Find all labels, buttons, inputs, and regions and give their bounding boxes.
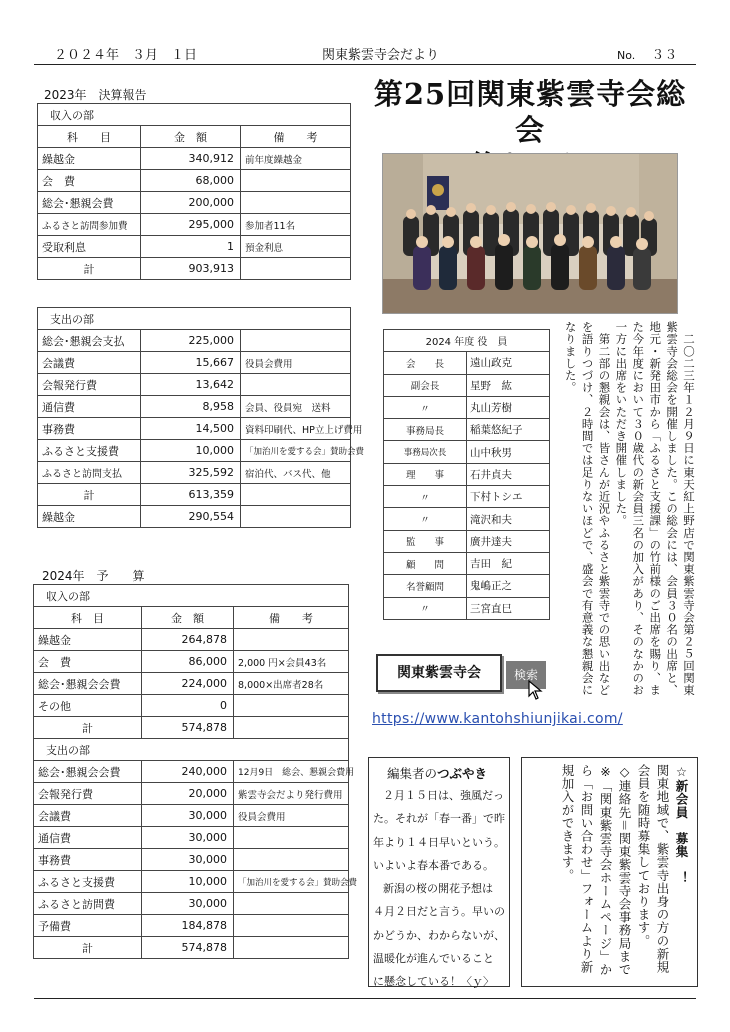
recruit-body: 関東地域で、紫雲寺出身の方の新規会員を随時募集しております。 (636, 764, 670, 974)
name-cell: 遠山政克 (467, 352, 550, 374)
table-row (384, 419, 550, 441)
note-cell: 参加者11名 (241, 214, 351, 236)
carry-amount: 290,554 (141, 506, 241, 528)
item-cell: ふるさと支援費 (38, 440, 141, 462)
item-cell: 受取利息 (38, 236, 141, 258)
amount-cell: 325,592 (141, 462, 241, 484)
amount-cell: 15,667 (141, 352, 241, 374)
amount-cell: 8,958 (141, 396, 241, 418)
table-row (38, 418, 351, 440)
article-paragraph-1: 二〇二三年１２月９日に東天紅上野店で関東紫雲寺会第２５回関東紫雲寺会総会を開催しました。この総会には、会員３０名の出席と、地元・新発田市から「ふるさと支援課」の竹前様のご出席を賜り、また今年度において３０歳代の新会員三名の加入があり、そのなかのお一方に出席をいただき開催しました。 (614, 321, 696, 697)
name-cell: 稲葉悠紀子 (467, 419, 550, 441)
name-cell: 下村トシエ (467, 486, 550, 508)
note-cell: 宿泊代、バス代、他 (241, 462, 351, 484)
note-cell (234, 827, 349, 849)
report-2023-title: 2023年 決算報告 (44, 88, 147, 102)
editor-title-prefix: 編集者の (387, 766, 438, 781)
note-text: 「関東紫雲寺会ホームページ」から「お問い合わせ」フォームより新規加入ができます。 (560, 764, 613, 977)
amount-cell: 224,000 (142, 673, 234, 695)
star-icon: ☆ (674, 764, 689, 780)
item-cell: 会報発行費 (38, 374, 141, 396)
footer-rule (34, 998, 696, 999)
note-cell: 2,000 円×会員43名 (234, 651, 349, 673)
budget-2024-title: 2024年 予 算 (42, 569, 145, 583)
role-cell: 理 事 (384, 463, 467, 485)
table-row (34, 893, 349, 915)
editor-line: いよいよ春本番である。 (373, 858, 494, 872)
item-cell: 総会･懇親会費 (38, 192, 141, 214)
article-body (560, 321, 697, 703)
group-photo (382, 153, 678, 314)
table-row (34, 673, 349, 695)
item-cell: 通信費 (38, 396, 141, 418)
note-line (558, 764, 615, 978)
issue-value: ３３ (651, 48, 678, 63)
table-row (384, 486, 550, 508)
column-header: 金 額 (141, 126, 241, 148)
note-cell: 会員、役員宛 送料 (241, 396, 351, 418)
name-cell: 廣井達夫 (467, 530, 550, 552)
total-row (38, 484, 351, 506)
table-row (38, 148, 351, 170)
recruit-heading-line (672, 764, 691, 978)
note-cell (234, 893, 349, 915)
note-mark-icon: ※ (598, 764, 613, 780)
amount-cell: 10,000 (141, 440, 241, 462)
search-button-label: 検索 (513, 668, 538, 682)
note-cell: 前年度繰越金 (241, 148, 351, 170)
item-cell: 繰越金 (34, 629, 142, 651)
item-cell: 総会･懇親会会費 (34, 673, 142, 695)
total-label: 計 (38, 258, 141, 280)
table-row (38, 330, 351, 352)
table-row (38, 236, 351, 258)
income-2023-table (37, 103, 351, 280)
item-cell: ふるさと訪問支払 (38, 462, 141, 484)
editor-line: ２月１５日は、強風だっ (383, 789, 504, 802)
amount-cell: 68,000 (141, 170, 241, 192)
note-cell (241, 170, 351, 192)
total-row (38, 258, 351, 280)
section-label: 支出の部 (38, 308, 351, 330)
role-cell: 〃 (384, 396, 467, 418)
diamond-icon: ◇ (617, 764, 632, 780)
table-row (34, 827, 349, 849)
amount-cell: 340,912 (141, 148, 241, 170)
total-row (34, 717, 349, 739)
table-row (38, 214, 351, 236)
amount-cell: 10,000 (142, 871, 234, 893)
role-cell: 名誉顧問 (384, 575, 467, 597)
table-row (34, 871, 349, 893)
note-cell (234, 915, 349, 937)
amount-cell: 13,642 (141, 374, 241, 396)
amount-cell: 30,000 (142, 849, 234, 871)
name-cell: 三宮直巳 (467, 597, 550, 619)
editor-line: に懸念している！〈ｙ〉 (373, 975, 494, 989)
role-cell: 〃 (384, 508, 467, 530)
item-cell: 予備費 (34, 915, 142, 937)
table-row (384, 575, 550, 597)
note-cell: 資料印刷代、HP立上げ費用 (241, 418, 351, 440)
note-cell: 8,000×出席者28名 (234, 673, 349, 695)
item-cell: 会議費 (34, 805, 142, 827)
amount-cell: 30,000 (142, 827, 234, 849)
table-row (38, 170, 351, 192)
item-cell: 会 費 (34, 651, 142, 673)
amount-cell: 295,000 (141, 214, 241, 236)
table-row (34, 915, 349, 937)
item-cell: 繰越金 (38, 148, 141, 170)
note-cell (234, 695, 349, 717)
site-name-box: 関東紫雲寺会 (376, 654, 502, 692)
newsletter-title: 関東紫雲寺会だより (322, 48, 440, 63)
officers-title: 2024 年度 役 員 (384, 330, 550, 352)
name-cell: 山中秋男 (467, 441, 550, 463)
table-row (38, 352, 351, 374)
item-cell: ふるさと訪問参加費 (38, 214, 141, 236)
note-cell: 「加治川を愛する会」賛助会費 (234, 871, 349, 893)
issue-label: No. (617, 49, 636, 62)
article-paragraph-2: 第二部の懇親会は、皆さんが近況やふるさと紫雲寺での思い出などを語りつづけ、２時間では足りないほどで、盛会で有意義な懇親会になりました。 (563, 321, 612, 697)
note-cell (241, 374, 351, 396)
article-title-line1: 第25回関東紫雲寺会総会 (373, 77, 687, 147)
item-cell: ふるさと訪問費 (34, 893, 142, 915)
role-cell: 〃 (384, 486, 467, 508)
role-cell: 顧 問 (384, 552, 467, 574)
amount-cell: 30,000 (142, 893, 234, 915)
table-row (34, 783, 349, 805)
note-cell: 12月9日 総会、懇親会費用 (234, 761, 349, 783)
contact-line (615, 764, 634, 978)
name-cell: 滝沢和夫 (467, 508, 550, 530)
amount-cell: 240,000 (142, 761, 234, 783)
item-cell: 事務費 (38, 418, 141, 440)
role-cell: 事務局次長 (384, 441, 467, 463)
name-cell: 丸山芳樹 (467, 396, 550, 418)
table-row (384, 441, 550, 463)
editor-line: 温暖化が進んでいること (373, 952, 494, 966)
item-cell: ふるさと支援費 (34, 871, 142, 893)
table-row (384, 396, 550, 418)
table-row (384, 508, 550, 530)
table-row (384, 530, 550, 552)
table-row (34, 651, 349, 673)
note-cell (241, 192, 351, 214)
column-header: 金 額 (142, 607, 234, 629)
recruit-box (521, 757, 698, 987)
note-cell: 「加治川を愛する会」賛助会費 (241, 440, 351, 462)
table-row (384, 597, 550, 619)
total-amount: 574,878 (142, 717, 234, 739)
expense-2023-table (37, 307, 365, 528)
total-amount: 903,913 (141, 258, 241, 280)
table-row (384, 552, 550, 574)
cursor-icon (528, 680, 544, 704)
amount-cell: 0 (142, 695, 234, 717)
role-cell: 監 事 (384, 530, 467, 552)
recruit-text (558, 764, 691, 978)
item-cell: 会 費 (38, 170, 141, 192)
amount-cell: 225,000 (141, 330, 241, 352)
note-cell: 預金利息 (241, 236, 351, 258)
contact-text: 連絡先＝関東紫雲寺会事務局まで (617, 779, 632, 977)
editor-line: かどうか、わからないが、 (373, 928, 505, 942)
item-cell: 事務費 (34, 849, 142, 871)
item-cell: 会報発行費 (34, 783, 142, 805)
note-cell (234, 849, 349, 871)
carry-label: 繰越金 (38, 506, 141, 528)
editor-line: た。それが「春一番」で昨 (373, 812, 505, 826)
amount-cell: 86,000 (142, 651, 234, 673)
name-cell: 星野 紘 (467, 374, 550, 396)
role-cell: 副会長 (384, 374, 467, 396)
editor-title-emph: つぶやき (437, 766, 488, 781)
amount-cell: 14,500 (141, 418, 241, 440)
total-amount: 613,359 (141, 484, 241, 506)
name-cell: 吉田 紀 (467, 552, 550, 574)
note-cell (241, 330, 351, 352)
note-cell: 役員会費用 (234, 805, 349, 827)
editor-line: 年より１４日早いという。 (373, 835, 505, 849)
name-cell: 鬼嶋正之 (467, 575, 550, 597)
header-rule (34, 64, 696, 65)
total-label: 計 (34, 717, 142, 739)
table-row (34, 849, 349, 871)
role-cell: 会 長 (384, 352, 467, 374)
note-cell: 役員会費用 (241, 352, 351, 374)
total-row (34, 937, 349, 959)
recruit-heading: 新会員 募集 ！ (674, 779, 689, 885)
issue-date: ２０２４年 ３月 １日 (54, 48, 198, 63)
amount-cell: 264,878 (142, 629, 234, 651)
table-row (38, 440, 351, 462)
table-row (34, 629, 349, 651)
editor-line: ４月２日だと言う。早いの (373, 905, 505, 919)
column-header: 科 目 (34, 607, 142, 629)
carry-row (38, 506, 351, 528)
column-header: 科 目 (38, 126, 141, 148)
amount-cell: 184,878 (142, 915, 234, 937)
item-cell: その他 (34, 695, 142, 717)
officers-table (383, 329, 550, 620)
table-row (384, 374, 550, 396)
table-row (38, 462, 351, 484)
item-cell: 総会･懇親会支払 (38, 330, 141, 352)
amount-cell: 200,000 (141, 192, 241, 214)
editor-title (387, 764, 487, 782)
name-cell: 石井貞夫 (467, 463, 550, 485)
column-header: 備 考 (234, 607, 349, 629)
section-label: 収入の部 (38, 104, 351, 126)
role-cell: 〃 (384, 597, 467, 619)
issue-number (617, 44, 677, 63)
table-row (34, 805, 349, 827)
total-amount: 574,878 (142, 937, 234, 959)
item-cell: 総会･懇親会会費 (34, 761, 142, 783)
section-label: 収入の部 (34, 585, 349, 607)
amount-cell: 1 (141, 236, 241, 258)
column-header: 備 考 (241, 126, 351, 148)
table-row (384, 352, 550, 374)
table-row (38, 192, 351, 214)
table-row (34, 761, 349, 783)
table-row (38, 396, 351, 418)
budget-2024-table (33, 584, 358, 959)
note-cell: 紫雲寺会だより発行費用 (234, 783, 349, 805)
total-label: 計 (34, 937, 142, 959)
amount-cell: 20,000 (142, 783, 234, 805)
editor-text (373, 784, 505, 994)
amount-cell: 30,000 (142, 805, 234, 827)
role-cell: 事務局長 (384, 419, 467, 441)
table-row (384, 463, 550, 485)
item-cell: 会議費 (38, 352, 141, 374)
section-label: 支出の部 (34, 739, 349, 761)
table-row (38, 374, 351, 396)
table-row (34, 695, 349, 717)
website-link[interactable]: https://www.kantohshiunjikai.com/ (372, 711, 623, 727)
total-label: 計 (38, 484, 141, 506)
item-cell: 通信費 (34, 827, 142, 849)
editor-line: 新潟の桜の開花予想は (383, 882, 493, 896)
editor-column (368, 757, 510, 987)
note-cell (234, 629, 349, 651)
